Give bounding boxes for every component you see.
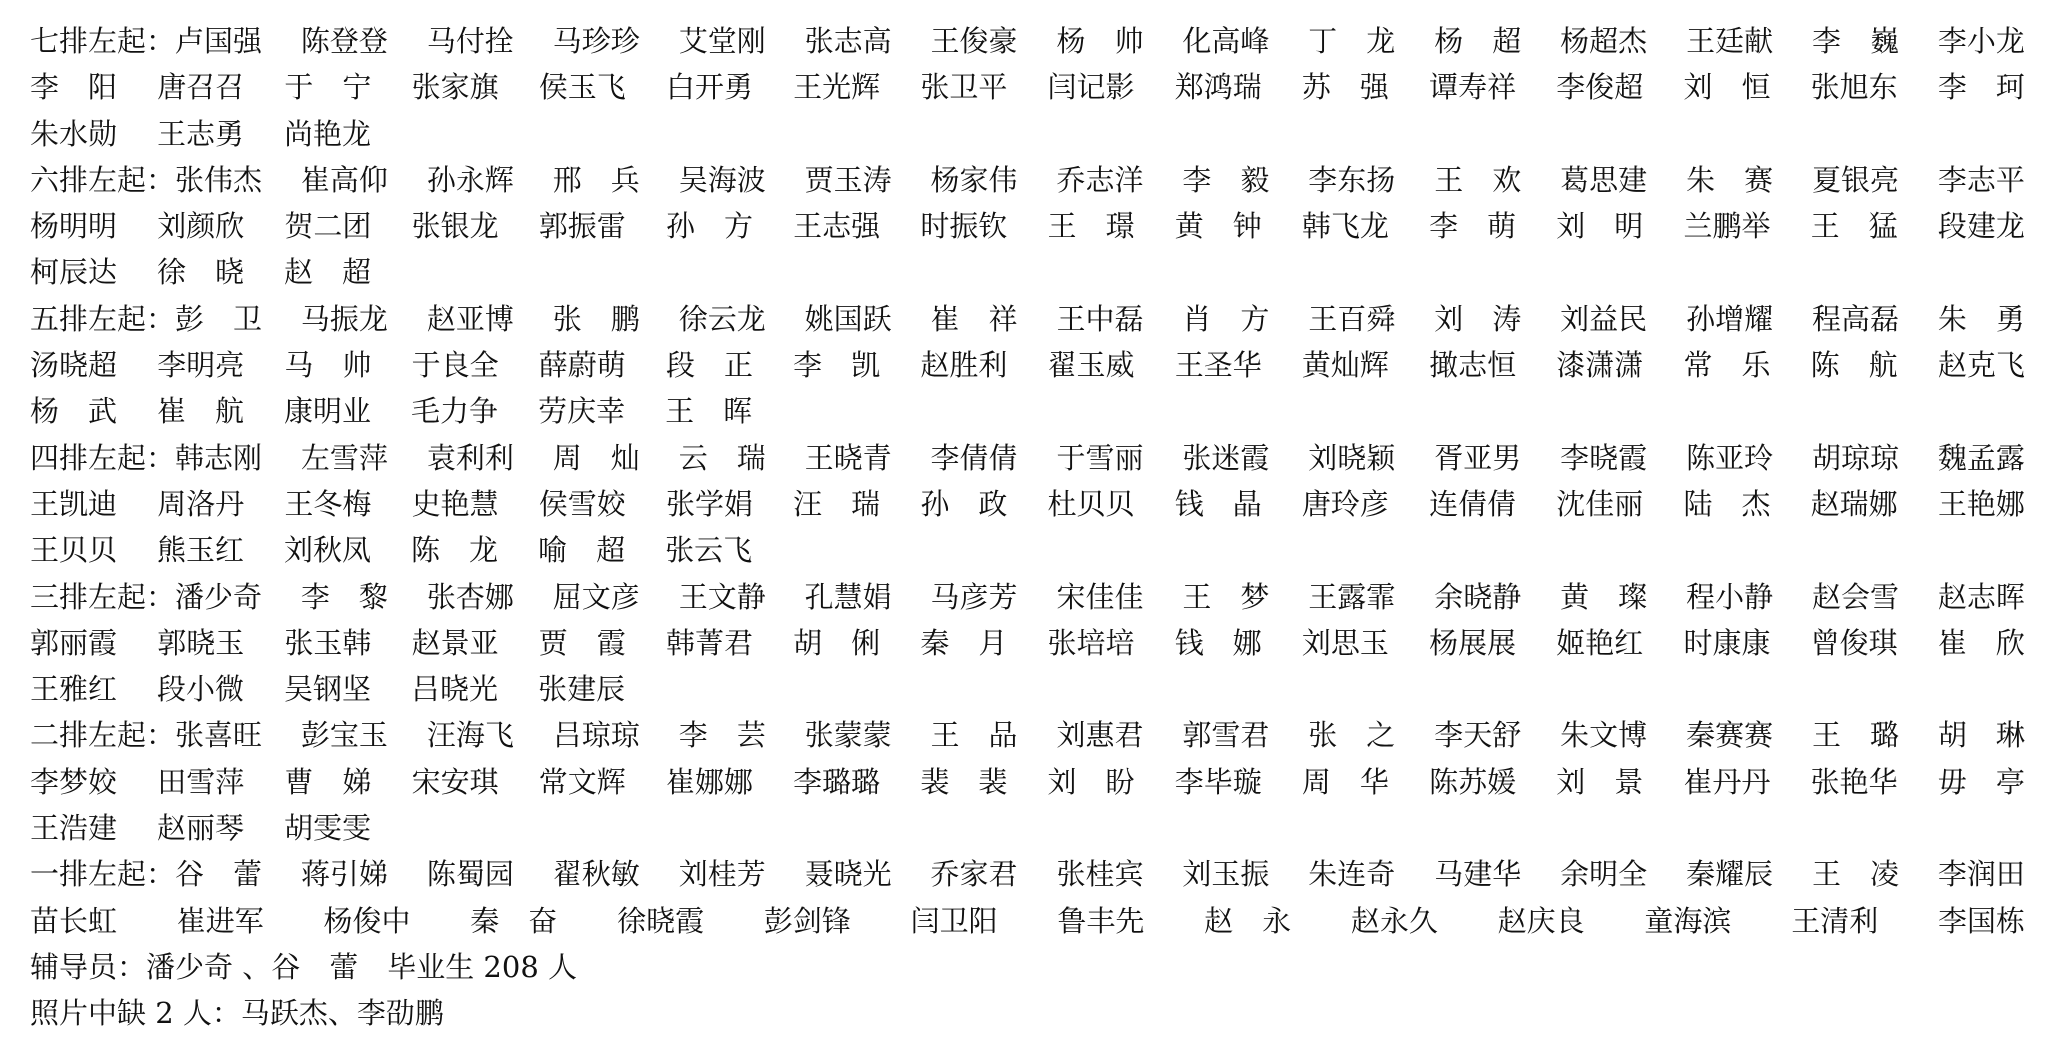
person-name: 赵 超 xyxy=(284,255,372,290)
person-name: 聂晓光 xyxy=(804,857,892,892)
person-name: 田雪萍 xyxy=(157,764,245,799)
person-name: 兰鹏举 xyxy=(1683,209,1771,244)
person-name: 史艳慧 xyxy=(411,486,499,521)
person-name: 王晓青 xyxy=(804,440,892,475)
person-name: 胥亚男 xyxy=(1434,440,1522,475)
person-name: 贾玉涛 xyxy=(804,162,892,197)
person-name: 秦 月 xyxy=(920,625,1008,660)
person-name: 徐晓霞 xyxy=(617,903,705,938)
name-list-document xyxy=(30,18,2025,1037)
person-name: 乔志洋 xyxy=(1056,162,1144,197)
person-name: 姚国跃 xyxy=(804,301,892,336)
person-name: 朱 勇 xyxy=(1937,301,2025,336)
person-name: 李梦姣 xyxy=(30,764,118,799)
person-name: 李 黎 xyxy=(300,579,388,614)
person-name: 马振龙 xyxy=(300,301,388,336)
person-name: 刘惠君 xyxy=(1056,718,1144,753)
person-name: 熊玉红 xyxy=(157,533,245,568)
person-name: 胡 俐 xyxy=(793,625,881,660)
person-name: 李 毅 xyxy=(1182,162,1270,197)
person-name: 余明全 xyxy=(1560,857,1648,892)
person-name: 王 璟 xyxy=(1047,209,1135,244)
person-name: 时康康 xyxy=(1683,625,1771,660)
person-name: 王 猛 xyxy=(1810,209,1898,244)
person-name: 崔 祥 xyxy=(930,301,1018,336)
person-name: 曾俊琪 xyxy=(1810,625,1898,660)
person-name: 朱连奇 xyxy=(1308,857,1396,892)
person-name: 于良全 xyxy=(411,348,499,383)
person-name: 王浩建 xyxy=(30,811,118,846)
name-line xyxy=(30,296,2025,342)
person-name: 李明亮 xyxy=(157,348,245,383)
person-name: 秦赛赛 xyxy=(1686,718,1774,753)
person-name: 钱 晶 xyxy=(1174,486,1262,521)
person-name: 刘桂芳 xyxy=(678,857,766,892)
footer-counselors-line xyxy=(30,944,2025,990)
person-name: 秦耀辰 xyxy=(1686,857,1774,892)
person-name: 王 欢 xyxy=(1434,162,1522,197)
person-name: 曹 娣 xyxy=(284,764,372,799)
name-line xyxy=(30,157,2025,203)
name-line xyxy=(30,249,2025,295)
person-name: 崔 航 xyxy=(157,394,245,429)
person-name: 崔高仰 xyxy=(300,162,388,197)
person-name: 宋安琪 xyxy=(411,764,499,799)
person-name: 崔丹丹 xyxy=(1683,764,1771,799)
person-name: 康明业 xyxy=(284,394,372,429)
person-name: 于 宁 xyxy=(284,70,372,105)
person-name: 鲁丰先 xyxy=(1057,903,1145,938)
person-name: 马珍珍 xyxy=(552,24,640,58)
person-name: 段 正 xyxy=(665,348,753,383)
person-name: 李 萌 xyxy=(1429,209,1517,244)
person-name: 孙增耀 xyxy=(1686,301,1774,336)
person-name: 赵克飞 xyxy=(1937,348,2025,383)
person-name: 赵志晖 xyxy=(1937,579,2025,614)
person-name: 肖 方 xyxy=(1182,301,1270,336)
person-name: 翟秋敏 xyxy=(552,857,640,892)
person-name: 白开勇 xyxy=(665,70,753,105)
row-label-name: 四排左起：韩志刚 xyxy=(30,440,263,475)
person-name: 陈 航 xyxy=(1810,348,1898,383)
person-name: 王光辉 xyxy=(793,70,881,105)
name-line xyxy=(30,666,2025,712)
person-name: 张桂宾 xyxy=(1056,857,1144,892)
person-name: 吕琼琼 xyxy=(552,718,640,753)
person-name: 侯玉飞 xyxy=(538,70,626,105)
person-name: 姬艳红 xyxy=(1556,625,1644,660)
person-name: 吴海波 xyxy=(678,162,766,197)
person-name: 李毕璇 xyxy=(1174,764,1262,799)
person-name: 王露霏 xyxy=(1308,579,1396,614)
person-name: 唐召召 xyxy=(157,70,245,105)
person-name: 吴钢坚 xyxy=(284,672,372,707)
person-name: 朱 赛 xyxy=(1686,162,1774,197)
person-name: 袁利利 xyxy=(426,440,514,475)
person-name: 毛力争 xyxy=(411,394,499,429)
name-line xyxy=(30,805,2025,851)
person-name: 薛蔚萌 xyxy=(538,348,626,383)
person-name: 徐 晓 xyxy=(157,255,245,290)
person-name: 郭雪君 xyxy=(1182,718,1270,753)
person-name: 刘益民 xyxy=(1560,301,1648,336)
person-name: 王 凌 xyxy=(1811,857,1899,892)
person-name: 秦 奋 xyxy=(470,903,558,938)
row-label-name: 三排左起：潘少奇 xyxy=(30,579,263,614)
name-line xyxy=(30,712,2025,758)
person-name: 孙永辉 xyxy=(426,162,514,197)
person-name: 刘秋凤 xyxy=(284,533,372,568)
person-name: 苗长虹 xyxy=(30,903,118,938)
person-name: 常文辉 xyxy=(538,764,626,799)
person-name: 陈苏媛 xyxy=(1429,764,1517,799)
person-name: 陈蜀园 xyxy=(426,857,514,892)
person-name: 汪 瑞 xyxy=(793,486,881,521)
footer-missing-line xyxy=(30,990,2025,1036)
person-name: 汤晓超 xyxy=(30,348,118,383)
person-name: 王廷献 xyxy=(1686,24,1774,58)
person-name: 彭剑锋 xyxy=(763,903,851,938)
person-name: 王百舜 xyxy=(1308,301,1396,336)
person-name: 翟玉威 xyxy=(1047,348,1135,383)
person-name: 杜贝贝 xyxy=(1047,486,1135,521)
person-name: 杨明明 xyxy=(30,209,118,244)
person-name: 张 之 xyxy=(1308,718,1396,753)
row-label-name: 二排左起：张喜旺 xyxy=(30,718,263,753)
person-name: 陆 杰 xyxy=(1683,486,1771,521)
name-line xyxy=(30,342,2025,388)
person-name: 童海滨 xyxy=(1644,903,1732,938)
person-name: 丁 龙 xyxy=(1308,24,1396,58)
person-name: 劳庆幸 xyxy=(538,394,626,429)
person-name: 王 梦 xyxy=(1182,579,1270,614)
person-name: 刘 明 xyxy=(1556,209,1644,244)
person-name: 柯辰达 xyxy=(30,255,118,290)
person-name: 孙 方 xyxy=(665,209,753,244)
person-name: 余晓静 xyxy=(1434,579,1522,614)
name-line xyxy=(30,18,2025,64)
person-name: 沈佳丽 xyxy=(1556,486,1644,521)
person-name: 于雪丽 xyxy=(1056,440,1144,475)
person-name: 刘思玉 xyxy=(1301,625,1389,660)
name-line xyxy=(30,481,2025,527)
person-name: 张志高 xyxy=(804,24,892,58)
person-name: 王俊豪 xyxy=(930,24,1018,58)
person-name: 郭振雷 xyxy=(538,209,626,244)
person-name: 郭晓玉 xyxy=(157,625,245,660)
person-name: 韩飞龙 xyxy=(1301,209,1389,244)
person-name: 程高磊 xyxy=(1811,301,1899,336)
missing-text: 照片中缺 2 人：马跃杰、李劭鹏 xyxy=(30,996,444,1031)
person-name: 化高峰 xyxy=(1182,24,1270,58)
person-name: 屈文彦 xyxy=(552,579,640,614)
person-name: 李倩倩 xyxy=(930,440,1018,475)
person-name: 张云飞 xyxy=(665,533,753,568)
person-name: 杨 超 xyxy=(1434,24,1522,58)
person-name: 胡 琳 xyxy=(1937,718,2025,753)
person-name: 连倩倩 xyxy=(1429,486,1517,521)
person-name: 朱文博 xyxy=(1560,718,1648,753)
person-name: 孔慧娟 xyxy=(804,579,892,614)
person-name: 李天舒 xyxy=(1434,718,1522,753)
person-name: 李东扬 xyxy=(1308,162,1396,197)
person-name: 赵瑞娜 xyxy=(1810,486,1898,521)
person-name: 张玉韩 xyxy=(284,625,372,660)
person-name: 李晓霞 xyxy=(1560,440,1648,475)
person-name: 张卫平 xyxy=(920,70,1008,105)
person-name: 宋佳佳 xyxy=(1056,579,1144,614)
person-name: 侯雪姣 xyxy=(538,486,626,521)
person-name: 李璐璐 xyxy=(793,764,881,799)
person-name: 艾堂刚 xyxy=(678,24,766,58)
person-name: 张迷霞 xyxy=(1182,440,1270,475)
person-name: 李 珂 xyxy=(1937,70,2025,105)
person-name: 赵永久 xyxy=(1350,903,1438,938)
person-name: 张学娟 xyxy=(665,486,753,521)
person-name: 段建龙 xyxy=(1937,209,2025,244)
person-name: 刘 盼 xyxy=(1047,764,1135,799)
person-name: 黄 钟 xyxy=(1174,209,1262,244)
name-line xyxy=(30,111,2025,157)
name-line xyxy=(30,203,2025,249)
person-name: 李俊超 xyxy=(1556,70,1644,105)
row-label-name: 五排左起：彭 卫 xyxy=(30,301,263,336)
person-name: 魏孟露 xyxy=(1937,440,2025,475)
person-name: 王凯迪 xyxy=(30,486,118,521)
name-line xyxy=(30,620,2025,666)
name-line xyxy=(30,851,2025,897)
name-line xyxy=(30,435,2025,481)
person-name: 杨 帅 xyxy=(1056,24,1144,58)
person-name: 王中磊 xyxy=(1056,301,1144,336)
person-name: 毋 亭 xyxy=(1937,764,2025,799)
person-name: 彭宝玉 xyxy=(300,718,388,753)
person-name: 时振钦 xyxy=(920,209,1008,244)
person-name: 漆潇潇 xyxy=(1556,348,1644,383)
person-name: 周洛丹 xyxy=(157,486,245,521)
person-name: 李润田 xyxy=(1937,857,2025,892)
person-name: 钱 娜 xyxy=(1174,625,1262,660)
person-name: 王艳娜 xyxy=(1937,486,2025,521)
person-name: 杨超杰 xyxy=(1560,24,1648,58)
person-name: 胡琼琼 xyxy=(1811,440,1899,475)
row-label-name: 七排左起：卢国强 xyxy=(30,24,263,58)
person-name: 崔娜娜 xyxy=(665,764,753,799)
person-name: 马付拴 xyxy=(426,24,514,58)
person-name: 赵丽琴 xyxy=(157,811,245,846)
person-name: 李 凯 xyxy=(793,348,881,383)
person-name: 尚艳龙 xyxy=(284,116,372,151)
person-name: 刘晓颖 xyxy=(1308,440,1396,475)
person-name: 刘颜欣 xyxy=(157,209,245,244)
person-name: 张 鹏 xyxy=(552,301,640,336)
person-name: 张蒙蒙 xyxy=(804,718,892,753)
person-name: 胡雯雯 xyxy=(284,811,372,846)
person-name: 葛思建 xyxy=(1560,162,1648,197)
person-name: 张杏娜 xyxy=(426,579,514,614)
name-line xyxy=(30,388,2025,434)
person-name: 闫卫阳 xyxy=(910,903,998,938)
person-name: 王清利 xyxy=(1791,903,1879,938)
person-name: 裴 裴 xyxy=(920,764,1008,799)
person-name: 刘 涛 xyxy=(1434,301,1522,336)
person-name: 闫记影 xyxy=(1047,70,1135,105)
person-name: 乔家君 xyxy=(930,857,1018,892)
name-line xyxy=(30,574,2025,620)
person-name: 张旭东 xyxy=(1810,70,1898,105)
person-name: 马彦芳 xyxy=(930,579,1018,614)
person-name: 王圣华 xyxy=(1174,348,1262,383)
person-name: 贺二团 xyxy=(284,209,372,244)
person-name: 王冬梅 xyxy=(284,486,372,521)
person-name: 孙 政 xyxy=(920,486,1008,521)
person-name: 杨俊中 xyxy=(323,903,411,938)
person-name: 左雪萍 xyxy=(300,440,388,475)
person-name: 李 巍 xyxy=(1811,24,1899,58)
person-name: 杨家伟 xyxy=(930,162,1018,197)
person-name: 刘 景 xyxy=(1556,764,1644,799)
person-name: 赵 永 xyxy=(1204,903,1292,938)
person-name: 黄 璨 xyxy=(1560,579,1648,614)
person-name: 周 华 xyxy=(1301,764,1389,799)
person-name: 李小龙 xyxy=(1937,24,2025,58)
name-line xyxy=(30,898,2025,944)
row-label-name: 六排左起：张伟杰 xyxy=(30,162,263,197)
person-name: 夏银亮 xyxy=(1811,162,1899,197)
person-name: 王志强 xyxy=(793,209,881,244)
person-name: 汪海飞 xyxy=(426,718,514,753)
person-name: 崔进军 xyxy=(176,903,264,938)
person-name: 崔 欣 xyxy=(1937,625,2025,660)
person-name: 邢 兵 xyxy=(552,162,640,197)
person-name: 李志平 xyxy=(1937,162,2025,197)
person-name: 刘 恒 xyxy=(1683,70,1771,105)
person-name: 王 晖 xyxy=(665,394,753,429)
person-name: 王 品 xyxy=(930,718,1018,753)
person-name: 喻 超 xyxy=(538,533,626,568)
person-name: 韩菁君 xyxy=(665,625,753,660)
person-name: 李 阳 xyxy=(30,70,118,105)
person-name: 张家旗 xyxy=(411,70,499,105)
person-name: 马建华 xyxy=(1434,857,1522,892)
counselors-text: 辅导员：潘少奇 、谷 蕾 毕业生 208 人 xyxy=(30,949,578,984)
person-name: 程小静 xyxy=(1686,579,1774,614)
person-name: 贾 霞 xyxy=(538,625,626,660)
row-label-name: 一排左起：谷 蕾 xyxy=(30,857,263,892)
person-name: 王贝贝 xyxy=(30,533,118,568)
person-name: 撖志恒 xyxy=(1429,348,1517,383)
person-name: 赵景亚 xyxy=(411,625,499,660)
person-name: 马 帅 xyxy=(284,348,372,383)
person-name: 张艳华 xyxy=(1810,764,1898,799)
person-name: 赵亚博 xyxy=(426,301,514,336)
person-name: 赵会雪 xyxy=(1811,579,1899,614)
person-name: 李 芸 xyxy=(678,718,766,753)
person-name: 常 乐 xyxy=(1683,348,1771,383)
person-name: 段小微 xyxy=(157,672,245,707)
person-name: 王文静 xyxy=(678,579,766,614)
person-name: 杨 武 xyxy=(30,394,118,429)
name-line xyxy=(30,64,2025,110)
person-name: 王志勇 xyxy=(157,116,245,151)
person-name: 陈 龙 xyxy=(411,533,499,568)
person-name: 郭丽霞 xyxy=(30,625,118,660)
person-name: 黄灿辉 xyxy=(1301,348,1389,383)
person-name: 王 璐 xyxy=(1811,718,1899,753)
person-name: 刘玉振 xyxy=(1182,857,1270,892)
name-line xyxy=(30,527,2025,573)
person-name: 陈登登 xyxy=(300,24,388,58)
person-name: 张建辰 xyxy=(538,672,626,707)
person-name: 王雅红 xyxy=(30,672,118,707)
person-name: 蒋引娣 xyxy=(300,857,388,892)
person-name: 云 瑞 xyxy=(678,440,766,475)
person-name: 周 灿 xyxy=(552,440,640,475)
person-name: 张培培 xyxy=(1047,625,1135,660)
person-name: 吕晓光 xyxy=(411,672,499,707)
person-name: 郑鸿瑞 xyxy=(1174,70,1262,105)
person-name: 苏 强 xyxy=(1301,70,1389,105)
person-name: 张银龙 xyxy=(411,209,499,244)
person-name: 朱水勋 xyxy=(30,116,118,151)
person-name: 谭寿祥 xyxy=(1429,70,1517,105)
person-name: 唐玲彦 xyxy=(1301,486,1389,521)
name-line xyxy=(30,759,2025,805)
person-name: 陈亚玲 xyxy=(1686,440,1774,475)
person-name: 徐云龙 xyxy=(678,301,766,336)
name-lines xyxy=(30,18,2025,944)
person-name: 杨展展 xyxy=(1429,625,1517,660)
person-name: 李国栋 xyxy=(1937,903,2025,938)
person-name: 赵庆良 xyxy=(1497,903,1585,938)
person-name: 赵胜利 xyxy=(920,348,1008,383)
